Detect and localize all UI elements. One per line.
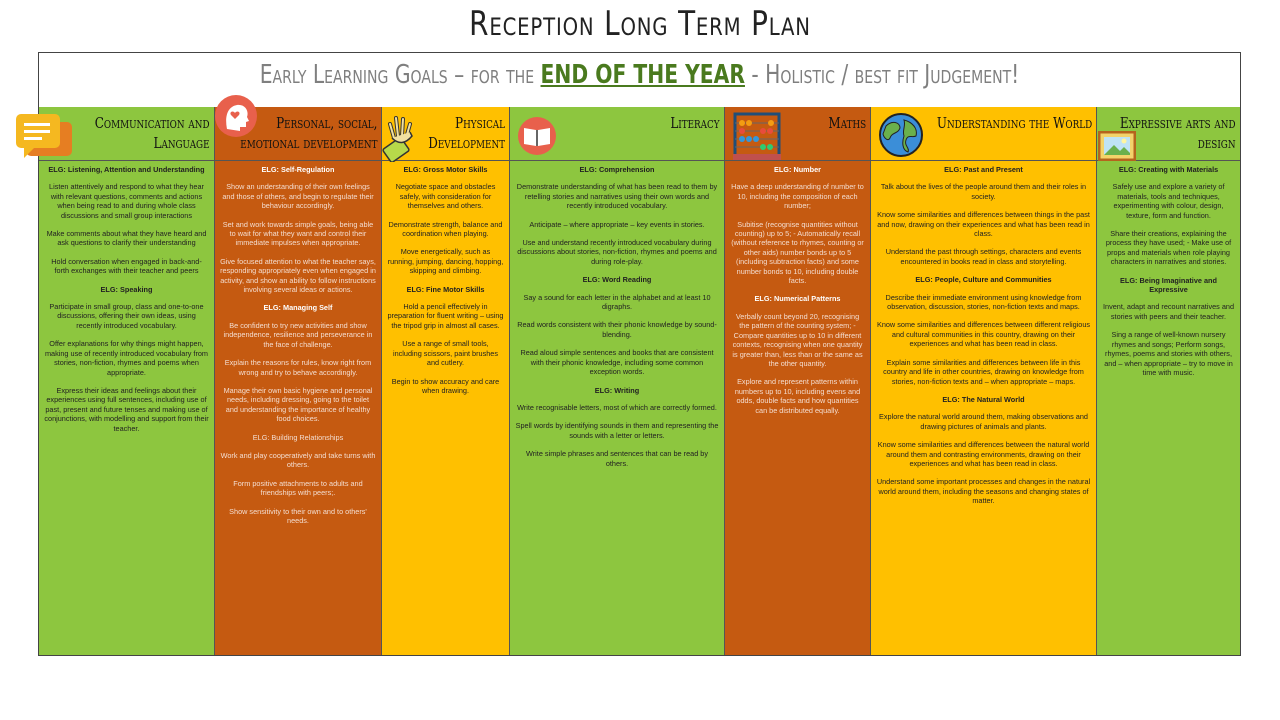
goal-text: Know some similarities and differences between different religious and cultural communities in this country, drawing on their experiences and what has been read in class. [876,320,1091,349]
elg-heading: ELG: Writing [594,385,640,395]
elg-heading: ELG: Listening, Attention and Understanding [48,165,205,174]
subtitle-emphasis: END OF THE YEAR [540,60,745,90]
goal-text: Demonstrate strength, balance and coordination when playing. [388,219,503,239]
goal-text: Invent, adapt and recount narratives and stories with peers and their teacher. [1102,302,1235,321]
elg-heading: ELG: Word Reading [582,275,652,285]
subtitle-after: - Holistic / best fit Judgement! [744,60,1020,90]
goal-text: Explain some similarities and differences between life in this country and life in other countries, drawing on knowledge from stories, non-fiction texts and – when appropriate – maps. [883,357,1084,386]
column-body [382,161,509,406]
goal-text: Make comments about what they have heard and ask questions to clarify their understanding [46,229,207,248]
hand-icon [382,114,422,162]
goal-text: Know some similarities and differences between the natural world around them and contrasting environments, drawing on their experiences and what has been read in class. [877,440,1090,468]
goal-text: Use and understand recently introduced vocabulary during discussions about stories, non-fiction, rhymes and poems and during role-play. [517,238,717,266]
column-physical-development [382,107,510,655]
picture-frame-icon [1098,131,1136,161]
goal-text: Set and work towards simple goals, being able to wait for what they want and control their immediate impulses when appropriate. [222,219,374,248]
goal-text: Write recognisable letters, most of which are correctly formed. [517,402,717,412]
goal-text: Subitise (recognise quantities without counting) up to 5; - Automatically recall (without reference to rhymes, counting or other aids) number bonds up to 5 (including subtraction facts) and some number bonds to 10, including double facts. [731,219,864,286]
elg-heading: ELG: Number [773,165,822,174]
book-icon [516,116,558,156]
column-heading: Communication and Language [95,114,210,152]
goal-text: Participate in small group, class and one-to-one discussions, offering their own ideas, using recently introduced vocabulary. [49,302,204,330]
column-literacy [510,107,725,655]
goal-text: Spell words by identifying sounds in them and representing the sounds with a letter or letters. [515,421,719,440]
globe-icon [878,112,924,158]
goal-text: Hold a pencil effectively in preparation for fluent writing – using the tripod grip in almost all cases. [387,302,504,330]
abacus-icon [733,112,781,160]
goal-text: Begin to show accuracy and care when drawing. [391,376,500,395]
column-body [215,161,381,536]
column-heading: Physical Development [428,114,505,152]
elg-heading: ELG: Managing Self [263,303,333,313]
goal-text: Explore and represent patterns within numbers up to 10, including evens and odds, double facts and how quantities can be distributed equally. [734,377,861,415]
page-title: Reception Long Term Plan [469,4,811,44]
goal-text: Anticipate – where appropriate – key events in stories. [529,219,705,229]
goal-text: Offer explanations for why things might happen, making use of recently introduced vocabulary from stories, non-fiction, rhymes and poems when appropriate. [44,339,209,377]
goal-text: Work and play cooperatively and take turns with others. [220,450,376,470]
goal-text: Use a range of small tools, including scissors, paint brushes and cutlery. [392,339,499,368]
subtitle [170,60,1108,90]
goal-text: Show sensitivity to their own and to others' needs. [229,506,367,525]
elg-heading: ELG: Numerical Patterns [754,294,841,304]
column-body [510,161,724,479]
column-maths [725,107,871,655]
elg-heading: ELG: The Natural World [942,394,1025,404]
column-body [1097,161,1240,388]
column-expressive-arts [1097,107,1240,655]
goal-text: Manage their own basic hygiene and personal needs, including dressing, going to the toilet and understanding the importance of healthy food choices. [223,385,373,424]
column-communication-language [39,107,215,655]
column-heading: Maths [828,114,866,132]
goal-text: Read aloud simple sentences and books that are consistent with their phonic knowledge, including some common exception words. [520,348,714,377]
goal-text: Read words consistent with their phonic knowledge by sound-blending. [517,320,717,339]
goal-text: Explain the reasons for rules, know right from wrong and try to behave accordingly. [224,358,372,377]
goal-text: Have a deep understanding of number to 10, including the composition of each number; [731,182,864,211]
goal-text: Talk about the lives of the people around them and their roles in society. [880,182,1087,201]
areas-of-learning [39,107,1240,655]
goal-text: Be confident to try new activities and show independence, resilience and perseverance in the face of challenge. [223,320,373,349]
goal-text: Negotiate space and obstacles safely, with consideration for themselves and others. [395,182,496,211]
column-body [725,161,870,426]
goal-text: Move energetically, such as running, jumping, dancing, hopping, skipping and climbing. [387,247,504,276]
column-heading: Literacy [670,114,720,132]
elg-heading: ELG: Fine Motor Skills [406,284,485,294]
elg-heading: ELG: Self-Regulation [261,165,335,174]
goal-text: Give focused attention to what the teacher says, responding appropriately even when engaged in activity, and show an ability to follow instructions involving several ideas or actions. [220,256,376,295]
elg-heading: ELG: Past and Present [944,165,1023,174]
goal-text: Safely use and explore a variety of materials, tools and techniques, experimenting with colour, design, texture, form and function. [1112,182,1225,220]
goal-text: Verbally count beyond 20, recognising the pattern of the counting system; - Compare quantities up to 10 in different contexts, recognising when one quantity is greater than, less than or the same as the other quantity. [732,311,863,368]
column-heading: Understanding the World [936,114,1092,132]
column-body [871,161,1096,517]
elg-heading: ELG: Comprehension [579,165,655,174]
subtitle-before: Early Learning Goals – for the [259,60,541,90]
column-heading: Expressive arts and design [1120,114,1236,152]
goal-text: Listen attentively and respond to what they hear with relevant questions, comments and actions when being read to and during whole class discussions and small group interactions [49,182,204,220]
head-heart-icon [213,93,259,139]
goal-text: Show an understanding of their own feelings and those of others, and begin to regulate their behaviour accordingly. [222,182,374,211]
goal-text: Know some similarities and differences between things in the past and now, drawing on their experiences and what has been read in class. [877,210,1090,239]
column-body [39,161,214,444]
goal-text: Sing a range of well-known nursery rhymes and songs; Perform songs, rhymes, poems and stories with others, and – when appropriate – try to move in time with music. [1104,330,1233,377]
goal-text: Express their ideas and feelings about their experiences using full sentences, including use of past, present and future tenses and making use of conjunctions, with modelling and support from their teacher. [44,385,209,433]
elg-heading: ELG: Being Imaginative and Expressive [1120,275,1217,295]
elg-heading: ELG: Gross Motor Skills [403,165,488,174]
goal-text: Demonstrate understanding of what has been read to them by retelling stories and narratives using their own words and recently introduced vocabulary. [516,182,718,211]
goal-text: Say a sound for each letter in the alphabet and at least 10 digraphs. [523,292,711,312]
column-understanding-world [871,107,1097,655]
column-heading: Personal, social, emotional development [239,114,377,152]
goal-text: Describe their immediate environment using knowledge from observation, discussion, stories, non-fiction texts and maps. [885,292,1082,312]
goal-text: Form positive attachments to adults and friendships with peers;. [233,478,363,498]
goal-text: ELG: Building Relationships [252,432,344,442]
goal-text: Understand some important processes and changes in the natural world around them, including the seasons and changing states of matter. [876,477,1091,506]
goal-text: Share their creations, explaining the process they have used; - Make use of props and materials when role playing characters in narratives and stories. [1105,229,1232,267]
elg-heading: ELG: Creating with Materials [1118,165,1219,174]
goal-text: Write simple phrases and sentences that can be read by others. [526,449,708,468]
elg-heading: ELG: Speaking [100,284,153,294]
goal-text: Explore the natural world around them, making observations and drawing pictures of animals and plants. [879,412,1088,431]
goal-text: Hold conversation when engaged in back-and-forth exchanges with their teacher and peers [51,256,202,276]
speech-bubbles-icon [16,112,76,164]
elg-heading: ELG: People, Culture and Communities [915,275,1052,285]
goal-text: Understand the past through settings, characters and events encountered in books read in class and storytelling. [885,247,1082,266]
column-personal-social-emotional [215,107,382,655]
